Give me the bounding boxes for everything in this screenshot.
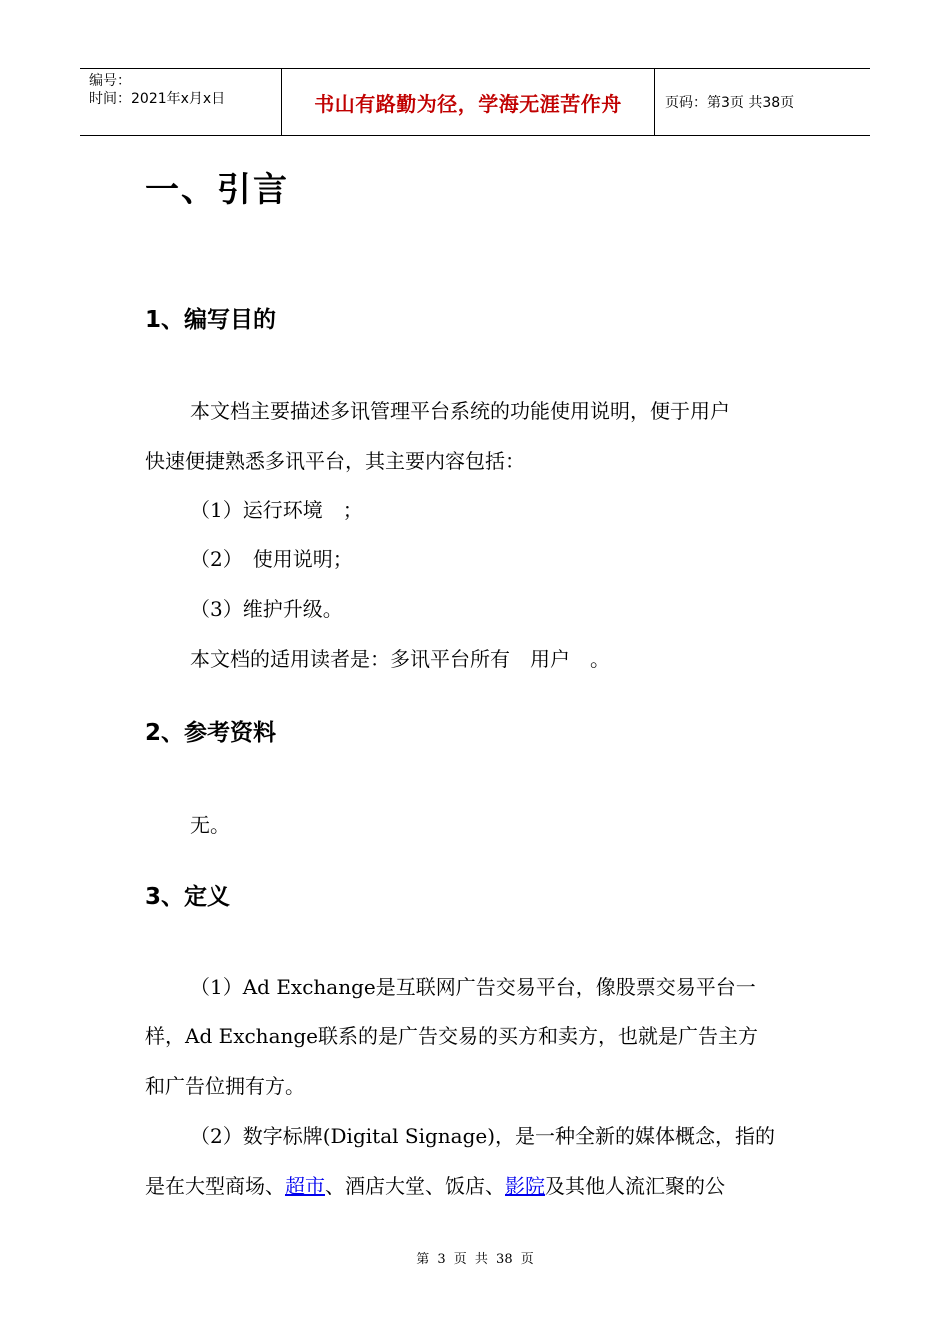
- text-segment: 、酒店大堂、饭店、: [325, 1174, 505, 1198]
- page-footer: 第 3 页 共 38 页: [416, 1252, 534, 1267]
- paragraph-line: 样，Ad Exchange联系的是广告交易的买方和卖方，也就是广告主方: [145, 1024, 759, 1048]
- header-motto-cell: [282, 69, 655, 135]
- paragraph-line: [145, 1161, 725, 1211]
- section-heading-purpose: 1、编写目的: [145, 307, 277, 333]
- header-motto: 书山有路勤为径，学海无涯苦作舟: [314, 91, 622, 116]
- list-item: （3）维护升级。: [190, 597, 343, 621]
- paragraph-line: 本文档主要描述多讯管理平台系统的功能使用说明，便于用户: [190, 399, 730, 423]
- page-header: [80, 68, 870, 136]
- page-title: 一、引言: [145, 170, 289, 210]
- header-page-info: [655, 69, 870, 135]
- paragraph-line: 快速便捷熟悉多讯平台，其主要内容包括：: [145, 449, 525, 473]
- section-heading-references: 2、参考资料: [145, 720, 277, 746]
- list-item: （1）运行环境 ；: [190, 498, 363, 522]
- section-heading-definitions: 3、定义: [145, 884, 231, 910]
- link-cinema[interactable]: 影院: [505, 1174, 545, 1198]
- paragraph-line: （2）数字标牌(Digital Signage)，是一种全新的媒体概念，指的: [190, 1124, 776, 1148]
- text-segment: 及其他人流汇聚的公: [545, 1174, 725, 1198]
- header-date-label: 时间：2021年x月x日: [89, 91, 226, 107]
- paragraph-line: （1）Ad Exchange是互联网广告交易平台，像股票交易平台一: [190, 975, 756, 999]
- header-page-info-text: 页码：第3页 共38页: [665, 95, 795, 111]
- paragraph-line: 和广告位拥有方。: [145, 1074, 305, 1098]
- link-supermarket[interactable]: 超市: [285, 1174, 325, 1198]
- paragraph-line: 无。: [190, 813, 230, 837]
- list-item: （2） 使用说明；: [190, 547, 353, 571]
- header-number-label: 编号：: [89, 73, 131, 89]
- header-meta: [80, 69, 282, 135]
- paragraph-line: 本文档的适用读者是：多讯平台所有 用户 。: [190, 647, 610, 671]
- text-segment: 是在大型商场、: [145, 1174, 285, 1198]
